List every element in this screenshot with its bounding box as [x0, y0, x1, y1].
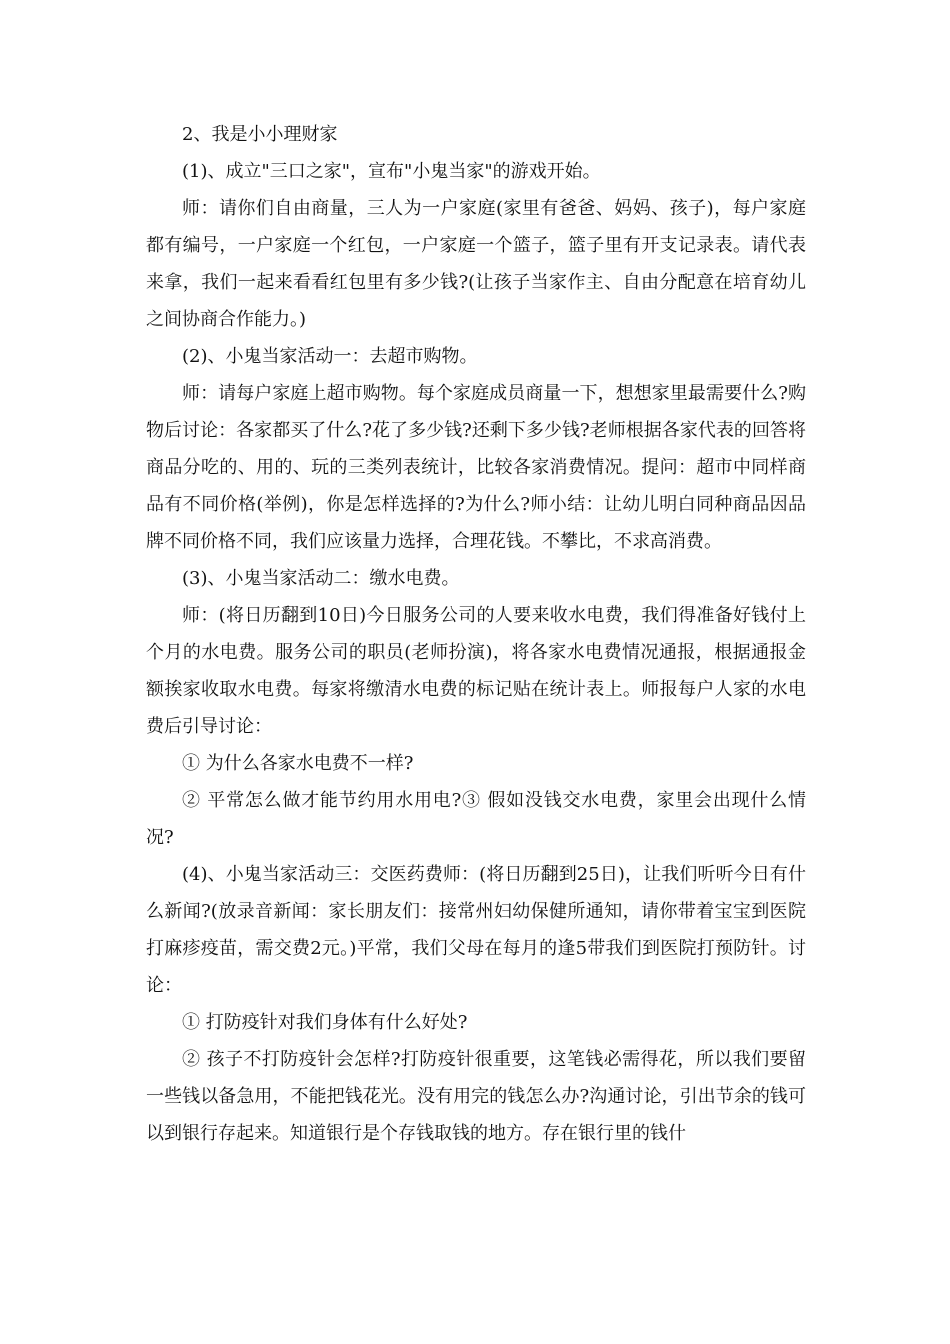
document-body — [146, 116, 806, 1152]
step-4-paragraph: (4)、小鬼当家活动三：交医药费师：(将日历翻到25日)，让我们听听今日有什么新闻?(放录音新闻：家长朋友们：接常州妇幼保健所通知，请你带着宝宝到医院打麻疹疫苗，需交费2元。)平常，我们父母在每月的逢5带我们到医院打预防针。讨论： — [146, 864, 806, 996]
list-item: ② 孩子不打防疫针会怎样?打防疫针很重要，这笔钱必需得花，所以我们要留一些钱以备急用，不能把钱花光。没有用完的钱怎么办?沟通讨论，引出节余的钱可以到银行存起来。知道银行是个存钱取钱的地方。存在银行里的钱什 — [146, 1049, 806, 1144]
step-3-heading: (3)、小鬼当家活动二：缴水电费。 — [182, 568, 460, 589]
paragraph: 师：请你们自由商量，三人为一户家庭(家里有爸爸、妈妈、孩子)，每户家庭都有编号，一户家庭一个红包，一户家庭一个篮子，篮子里有开支记录表。请代表来拿，我们一起来看看红包里有多少钱?(让孩子当家作主、自由分配意在培育幼儿之间协商合作能力。) — [146, 198, 806, 330]
paragraph: 师：请每户家庭上超市购物。每个家庭成员商量一下，想想家里最需要什么?购物后讨论：各家都买了什么?花了多少钱?还剩下多少钱?老师根据各家代表的回答将商品分吃的、用的、玩的三类列表统计，比较各家消费情况。提问：超市中同样商品有不同价格(举例)，你是怎样选择的?为什么?师小结：让幼儿明白同种商品因品牌不同价格不同，我们应该量力选择，合理花钱。不攀比，不求高消费。 — [146, 383, 806, 552]
paragraph: 师：(将日历翻到10日)今日服务公司的人要来收水电费，我们得准备好钱付上个月的水电费。服务公司的职员(老师扮演)，将各家水电费情况通报，根据通报金额挨家收取水电费。每家将缴清水电费的标记贴在统计表上。师报每户人家的水电费后引导讨论： — [146, 605, 806, 737]
list-item: ② 平常怎么做才能节约用水用电?③ 假如没钱交水电费，家里会出现什么情况? — [146, 790, 806, 848]
list-item: ① 为什么各家水电费不一样? — [182, 753, 414, 774]
section-heading: 2、我是小小理财家 — [182, 124, 338, 145]
step-2-heading: (2)、小鬼当家活动一：去超市购物。 — [182, 346, 478, 367]
step-1-heading: (1)、成立"三口之家"，宣布"小鬼当家"的游戏开始。 — [182, 161, 601, 182]
list-item: ① 打防疫针对我们身体有什么好处? — [182, 1012, 468, 1033]
